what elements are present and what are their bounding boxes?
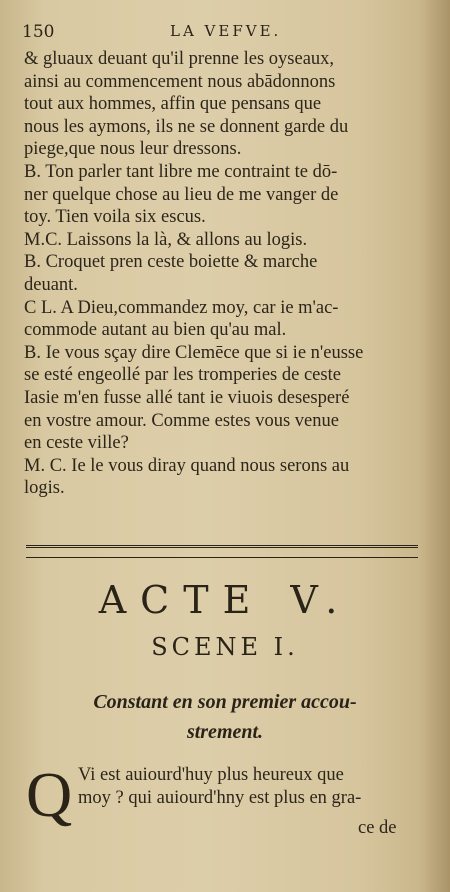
running-title: LA VEFVE. <box>170 22 282 40</box>
text-line: deuant. <box>24 274 78 295</box>
text-line: B. Croquet pren ceste boiette & marche <box>24 252 318 273</box>
act-heading: ACTE V. <box>98 578 352 622</box>
speech-line: Vi est auiourd'huy plus heureux que <box>78 765 344 785</box>
text-line: M. C. Ie le vous diray quand nous serons au <box>24 455 350 476</box>
speech-text <box>78 764 418 810</box>
speech-line: moy ? qui auiourd'hny est plus en gra- <box>78 788 362 808</box>
text-line: M.C. Laissons la là, & allons au logis. <box>24 229 308 250</box>
stage-direction-line: strement. <box>186 721 264 743</box>
scene-heading: SCENE I. <box>151 633 299 661</box>
page-gutter-shadow <box>420 0 450 892</box>
stage-direction <box>40 687 410 747</box>
text-line: ner quelque chose au lieu de me vanger de <box>24 184 339 205</box>
text-line: ainsi au commencement nous abādonnons <box>24 71 336 92</box>
text-line: se esté engeollé par les tromperies de ceste <box>24 365 341 386</box>
text-line: piege,que nous leur dressons. <box>24 139 242 160</box>
text-line: toy. Tien voila six escus. <box>24 207 206 228</box>
text-line: & gluaux deuant qu'il prenne les oyseaux, <box>24 49 335 69</box>
running-head <box>22 22 412 46</box>
text-line: tout aux hommes, affin que pensans que <box>24 94 322 115</box>
text-line: commode autant au bien qu'au mal. <box>24 320 287 341</box>
text-line: logis. <box>24 478 65 499</box>
catchword: ce de <box>358 818 397 838</box>
ornamental-rule <box>26 545 418 558</box>
text-line: Iasie m'en fusse allé tant ie viuois desesperé <box>24 387 350 408</box>
text-line: C L. A Dieu,commandez moy, car ie m'ac- <box>24 297 339 318</box>
text-line: en vostre amour. Comme estes vous venue <box>24 410 339 431</box>
text-line: nous les aymons, ils ne se donnent garde du <box>24 116 349 137</box>
dialogue-text-block <box>24 48 419 500</box>
text-line: en ceste ville? <box>24 433 129 454</box>
drop-capital: Q <box>26 759 73 830</box>
page-number: 150 <box>22 22 55 42</box>
stage-direction-line: Constant en son premier accou- <box>93 691 357 713</box>
text-line: B. Ton parler tant libre me contraint te dō- <box>24 161 338 182</box>
text-line: B. Ie vous sçay dire Clemēce que si ie n'eusse <box>24 342 364 363</box>
